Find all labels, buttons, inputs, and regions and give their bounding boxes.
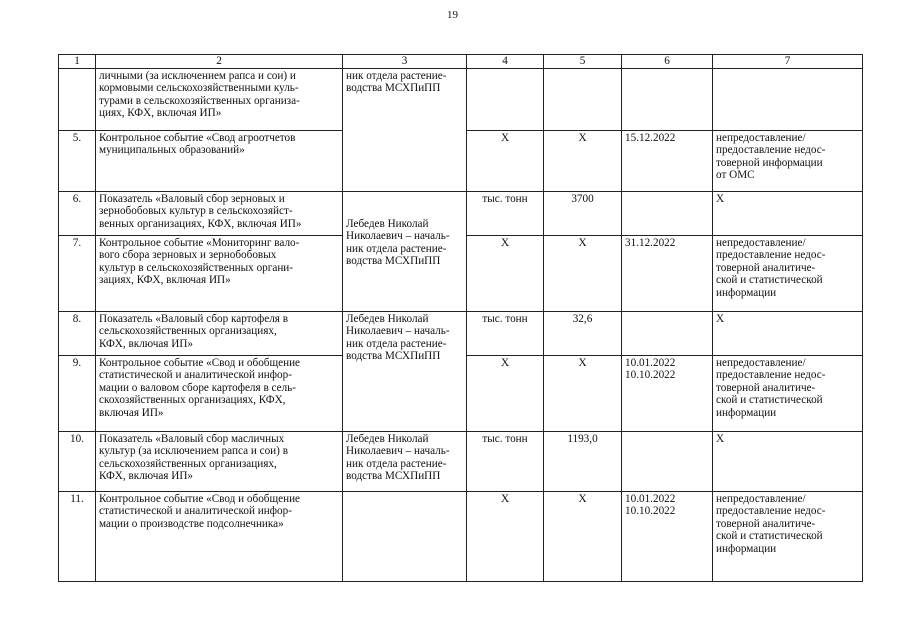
header-cell: 4 (467, 55, 544, 69)
description-cell: Показатель «Валовый сбор масличных культур (за исключением рапса и сои) в сельскохозяйственных организациях, КФХ, включая ИП» (96, 432, 343, 492)
header-cell: 1 (59, 55, 96, 69)
table-row-continuation (59, 69, 863, 131)
unit-cell: тыс. тонн (467, 432, 544, 492)
value-cell: Х (544, 131, 622, 192)
value-cell: 3700 (544, 192, 622, 236)
num-cell: 11. (59, 492, 96, 582)
date-cell (622, 192, 713, 236)
unit-cell: Х (467, 492, 544, 582)
value-cell: 32,6 (544, 312, 622, 356)
num-cell: 5. (59, 131, 96, 192)
unit-cell: Х (467, 236, 544, 312)
description-cell: Контрольное событие «Свод и обобщение статистической и аналитической инфор- мации о производстве подсолнечника» (96, 492, 343, 582)
num-cell: 10. (59, 432, 96, 492)
risk-cell: непредоставление/ предоставление недос- товерной аналитиче- ской и статистической информации (713, 356, 863, 432)
risk-cell: Х (713, 432, 863, 492)
risk-cell: непредоставление/ предоставление недос- товерной аналитиче- ской и статистической информации (713, 492, 863, 582)
date-cell (622, 432, 713, 492)
plan-table (58, 54, 863, 582)
risk-cell (713, 69, 863, 131)
num-cell: 8. (59, 312, 96, 356)
responsible-cell: Лебедев Николай Николаевич – началь- ник отдела растение- водства МСХПиПП (343, 192, 467, 312)
date-cell: 10.01.2022 10.10.2022 (622, 356, 713, 432)
num-cell: 7. (59, 236, 96, 312)
header-row (59, 55, 863, 69)
description-cell: Контрольное событие «Мониторинг вало- вого сбора зерновых и зернобобовых культур в сельскохозяйственных органи- зациях, КФХ, включая ИП» (96, 236, 343, 312)
page-number: 19 (447, 9, 458, 21)
header-cell: 7 (713, 55, 863, 69)
value-cell: Х (544, 492, 622, 582)
responsible-cell: Лебедев Николай Николаевич – началь- ник отдела растение- водства МСХПиПП (343, 432, 467, 492)
unit-cell: Х (467, 131, 544, 192)
num-cell: 9. (59, 356, 96, 432)
date-cell: 10.01.2022 10.10.2022 (622, 492, 713, 582)
value-cell: 1193,0 (544, 432, 622, 492)
description-cell: Контрольное событие «Свод агроотчетов муниципальных образований» (96, 131, 343, 192)
header-cell: 5 (544, 55, 622, 69)
num-cell (59, 69, 96, 131)
table-row-10 (59, 432, 863, 492)
num-cell: 6. (59, 192, 96, 236)
date-cell: 15.12.2022 (622, 131, 713, 192)
value-cell: Х (544, 356, 622, 432)
date-cell: 31.12.2022 (622, 236, 713, 312)
unit-cell: тыс. тонн (467, 192, 544, 236)
risk-cell: непредоставление/ предоставление недос- товерной информации от ОМС (713, 131, 863, 192)
unit-cell (467, 69, 544, 131)
risk-cell: Х (713, 312, 863, 356)
table-row-11 (59, 492, 863, 582)
risk-cell: Х (713, 192, 863, 236)
responsible-cell: Лебедев Николай Николаевич – началь- ник отдела растение- водства МСХПиПП (343, 312, 467, 432)
responsible-cell (343, 492, 467, 582)
header-cell: 2 (96, 55, 343, 69)
unit-cell: тыс. тонн (467, 312, 544, 356)
table-row-6 (59, 192, 863, 236)
date-cell (622, 69, 713, 131)
table-row-8 (59, 312, 863, 356)
description-cell: Контрольное событие «Свод и обобщение статистической и аналитической инфор- мации о валовом сборе картофеля в сель- скохозяйственных организациях, КФХ, включая ИП» (96, 356, 343, 432)
value-cell (544, 69, 622, 131)
date-cell (622, 312, 713, 356)
value-cell: Х (544, 236, 622, 312)
header-cell: 3 (343, 55, 467, 69)
risk-cell: непредоставление/ предоставление недос- товерной аналитиче- ской и статистической информации (713, 236, 863, 312)
unit-cell: Х (467, 356, 544, 432)
header-cell: 6 (622, 55, 713, 69)
responsible-cell: ник отдела растение- водства МСХПиПП (343, 69, 467, 192)
description-cell: Показатель «Валовый сбор картофеля в сельскохозяйственных организациях, КФХ, включая ИП» (96, 312, 343, 356)
description-cell: Показатель «Валовый сбор зерновых и зернобобовых культур в сельскохозяйст- венных организациях, КФХ, включая ИП» (96, 192, 343, 236)
description-cell: личными (за исключением рапса и сои) и кормовыми сельскохозяйственными куль- турами в сельскохозяйственных организа- циях, КФХ, включая ИП» (96, 69, 343, 131)
